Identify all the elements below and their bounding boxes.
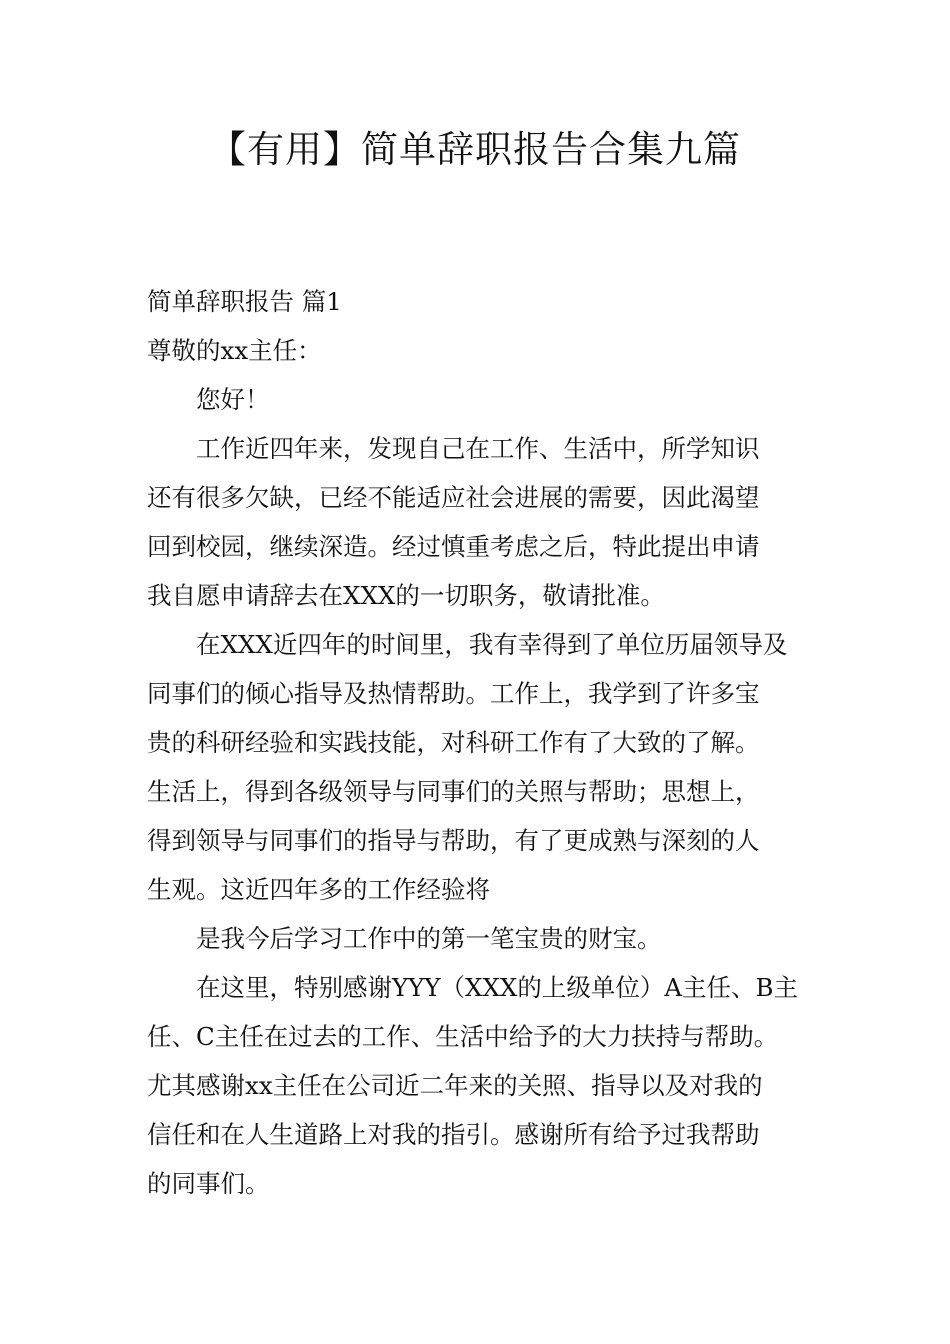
paragraph-2-line: 生活上，得到各级领导与同事们的关照与帮助；思想上， (147, 777, 760, 806)
document-body (147, 277, 807, 1208)
salutation-text: 尊敬的xx主任： (147, 336, 322, 365)
paragraph-1 (147, 424, 807, 620)
paragraph-3 (147, 914, 807, 963)
greeting (147, 375, 807, 424)
greeting-text: 您好！ (196, 385, 270, 414)
paragraph-2-line: 同事们的倾心指导及热情帮助。工作上，我学到了许多宝 (147, 679, 760, 708)
document-title: 【有用】简单辞职报告合集九篇 (209, 128, 741, 171)
paragraph-1-line: 我自愿申请辞去在XXX的一切职务，敬请批准。 (147, 581, 665, 610)
paragraph-4-line: 任、C主任在过去的工作、生活中给予的大力扶持与帮助。 (147, 1022, 779, 1051)
paragraph-4-line: 在这里，特别感谢YYY（XXX的上级单位）A主任、B主 (196, 973, 799, 1002)
section-heading (147, 277, 807, 326)
paragraph-1-line: 工作近四年来，发现自己在工作、生活中，所学知识 (196, 434, 760, 463)
paragraph-1-line: 还有很多欠缺，已经不能适应社会进展的需要，因此渴望 (147, 483, 760, 512)
paragraph-2-line: 得到领导与同事们的指导与帮助，有了更成熟与深刻的人 (147, 826, 760, 855)
paragraph-1-line: 回到校园，继续深造。经过慎重考虑之后，特此提出申请 (147, 532, 760, 561)
paragraph-4 (147, 963, 807, 1208)
section-heading-text: 简单辞职报告 篇1 (147, 287, 342, 316)
paragraph-4-line: 信任和在人生道路上对我的指引。感谢所有给予过我帮助 (147, 1120, 760, 1149)
paragraph-2 (147, 620, 807, 914)
paragraph-4-line: 的同事们。 (147, 1169, 270, 1198)
paragraph-2-line: 贵的科研经验和实践技能，对科研工作有了大致的了解。 (147, 728, 760, 757)
salutation (147, 326, 807, 375)
paragraph-3-line: 是我今后学习工作中的第一笔宝贵的财宝。 (196, 924, 662, 953)
paragraph-4-line: 尤其感谢xx主任在公司近二年来的关照、指导以及对我的 (147, 1071, 763, 1100)
paragraph-2-line: 生观。这近四年多的工作经验将 (147, 875, 490, 904)
paragraph-2-line: 在XXX近四年的时间里，我有幸得到了单位历届领导及 (196, 630, 788, 659)
